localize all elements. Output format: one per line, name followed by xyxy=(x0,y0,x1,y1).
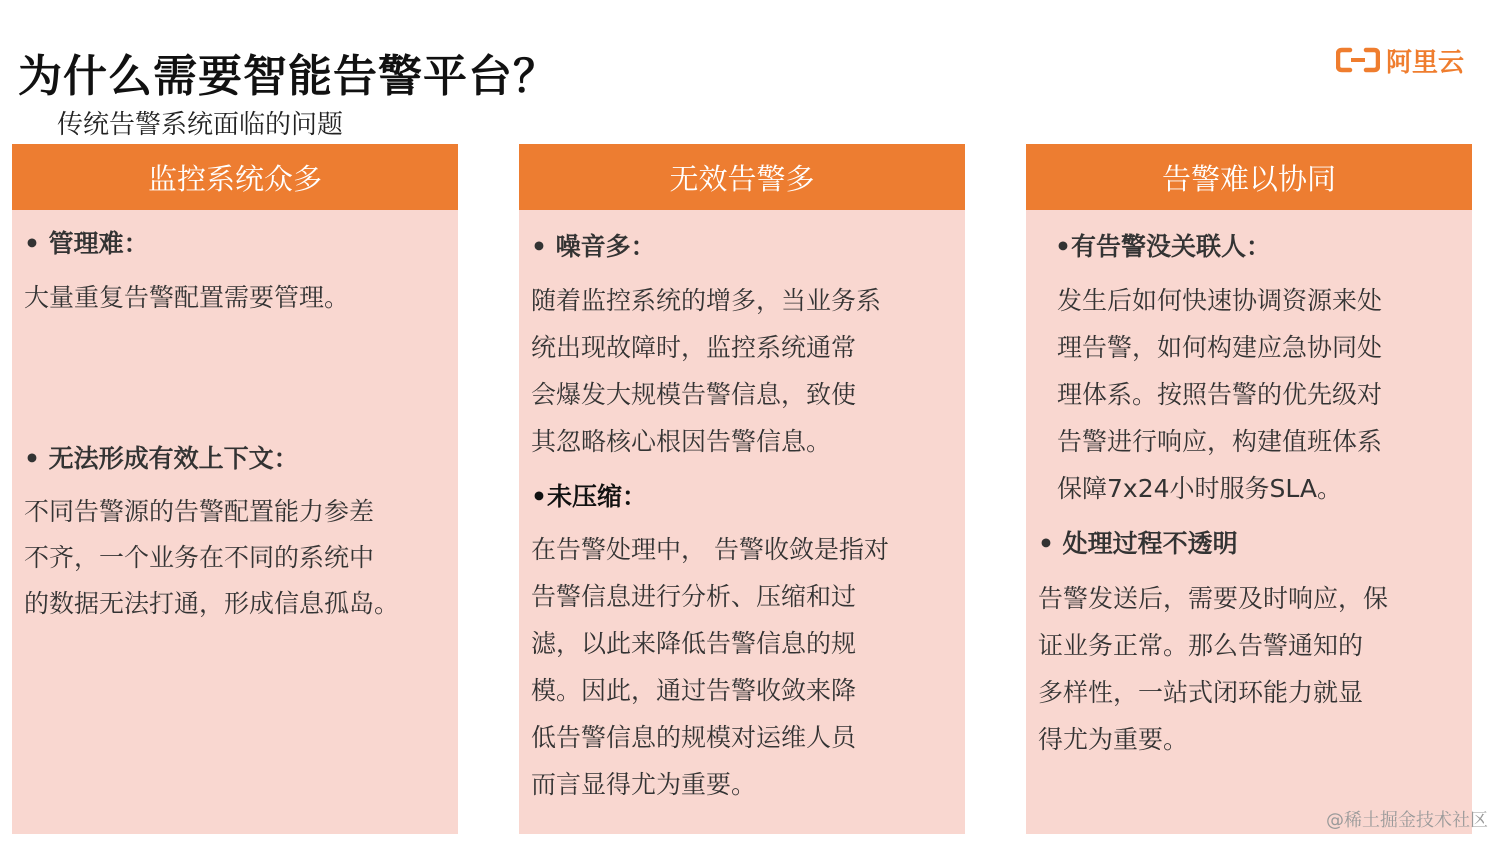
section-line: 发生后如何快速协调资源来处 xyxy=(1057,286,1383,315)
section-heading: • 处理过程不透明 xyxy=(1038,529,1238,558)
section-line: 告警信息进行分析、压缩和过 xyxy=(531,582,857,611)
logo xyxy=(1336,42,1464,78)
column-header: 无效告警多 xyxy=(519,144,965,210)
section-line: 不同告警源的告警配置能力参差 xyxy=(24,497,375,526)
section-line: 多样性，一站式闭环能力就显 xyxy=(1038,678,1364,707)
column-monitoring-systems xyxy=(12,144,458,834)
section-line: 在告警处理中， 告警收敛是指对 xyxy=(531,535,889,564)
section-line: 证业务正常。那么告警通知的 xyxy=(1038,631,1364,660)
section-line: 模。因此，通过告警收敛来降 xyxy=(531,676,857,705)
watermark: @稀土掘金技术社区 xyxy=(1326,810,1488,831)
section-line: 随着监控系统的增多，当业务系 xyxy=(531,286,882,315)
section-heading: •未压缩： xyxy=(531,482,647,511)
section-line: 不齐，一个业务在不同的系统中 xyxy=(24,543,375,572)
logo-text: 阿里云 xyxy=(1386,47,1465,78)
column-header: 告警难以协同 xyxy=(1026,144,1472,210)
section-line: 其忽略核心根因告警信息。 xyxy=(531,427,832,456)
section-heading: • 无法形成有效上下文： xyxy=(24,444,299,473)
section-line: 而言显得尤为重要。 xyxy=(531,770,757,799)
section-line: 告警发送后，需要及时响应，保 xyxy=(1038,584,1389,613)
column-alert-collaboration xyxy=(1026,144,1472,834)
section-line: 低告警信息的规模对运维人员 xyxy=(531,723,857,752)
column-header: 监控系统众多 xyxy=(12,144,458,210)
column-invalid-alerts xyxy=(519,144,965,834)
section-line: 告警进行响应，构建值班体系 xyxy=(1057,427,1383,456)
section-line: 理体系。按照告警的优先级对 xyxy=(1057,380,1383,409)
section-heading: • 噪音多： xyxy=(531,232,656,261)
section-line: 的数据无法打通，形成信息孤岛。 xyxy=(24,589,400,618)
section-line: 会爆发大规模告警信息，致使 xyxy=(531,380,857,409)
section-line: 保障7x24小时服务SLA。 xyxy=(1057,474,1342,503)
alibaba-cloud-icon xyxy=(1336,46,1380,74)
section-line: 滤，以此来降低告警信息的规 xyxy=(531,629,857,658)
page-title: 为什么需要智能告警平台？ xyxy=(18,51,558,102)
section-heading: •有告警没关联人： xyxy=(1055,232,1271,261)
section-line: 统出现故障时，监控系统通常 xyxy=(531,333,857,362)
page-subtitle: 传统告警系统面临的问题 xyxy=(57,110,344,140)
section-line: 大量重复告警配置需要管理。 xyxy=(24,283,350,312)
section-line: 得尤为重要。 xyxy=(1038,725,1189,754)
section-line: 理告警，如何构建应急协同处 xyxy=(1057,333,1383,362)
section-heading: • 管理难： xyxy=(24,229,149,258)
